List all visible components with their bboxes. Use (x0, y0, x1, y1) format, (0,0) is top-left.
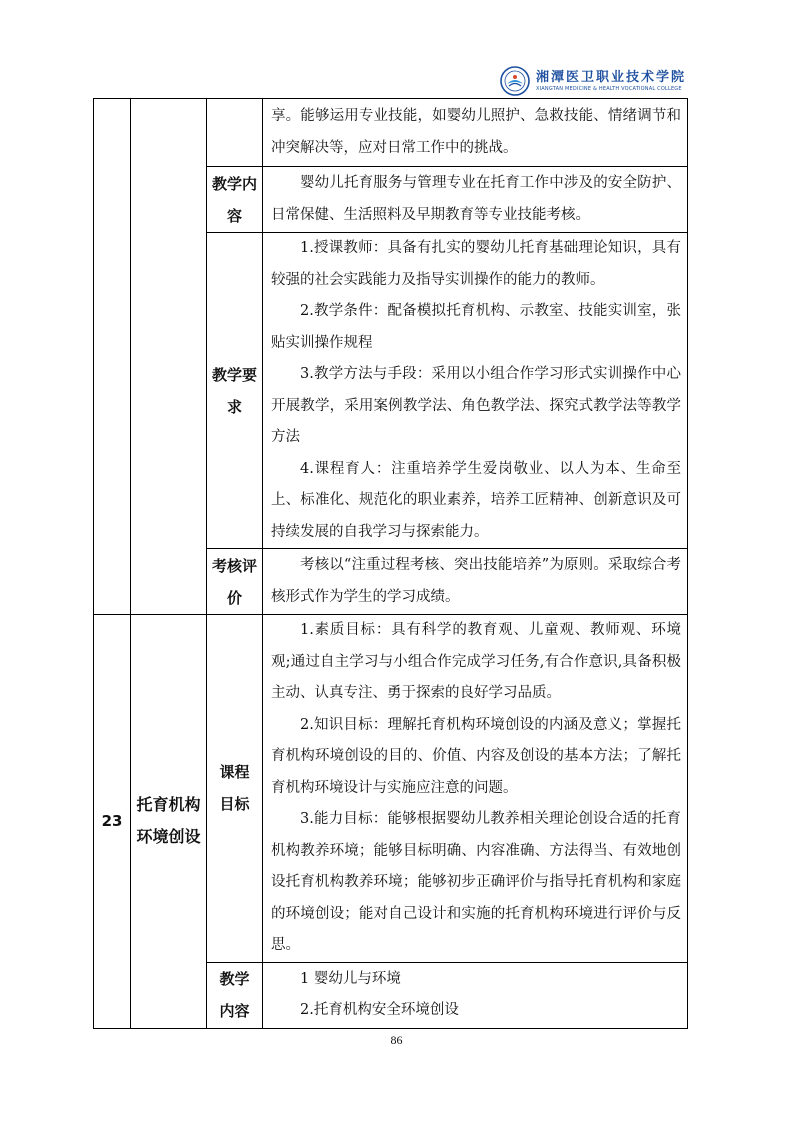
course-name-cell (131, 615, 207, 1029)
content-item: 1 婴幼儿与环境 (300, 970, 401, 987)
continued-text: 享。能够运用专业技能，如婴幼儿照护、急救技能、情绪调节和冲突解决等，应对日常工作中的挑战。 (271, 108, 681, 156)
course-goals-label-text: 课程目标 (219, 763, 250, 814)
teaching-content-label: 教学内容 (207, 167, 263, 233)
page-number: 86 (390, 1033, 403, 1047)
college-seal-icon (500, 66, 530, 96)
course-content-cell (263, 962, 688, 1028)
name-cell-continued (131, 99, 207, 615)
course-name: 托育机构环境创设 (136, 795, 201, 847)
content-item: 2.托育机构安全环境创设 (300, 1002, 459, 1018)
goal-item: 3.能力目标：能够根据婴幼儿教养相关理论创设合适的托育机构教养环境；能够目标明确、内容准确、方法得当、有效地创设托育机构教养环境；能够初步正确评价与指导托育机构和家庭的环境创设；能对自己设计和实施的托育机构环境进行评价与反思。 (271, 811, 681, 953)
course-table (93, 98, 688, 1029)
number-cell-continued (94, 99, 131, 615)
requirement-item: 2.教学条件：配备模拟托育机构、示教室、技能实训室，张贴实训操作规程 (271, 303, 681, 351)
course-number: 23 (94, 615, 131, 1029)
teaching-content-cell (263, 167, 688, 233)
teaching-content-text: 婴幼儿托育服务与管理专业在托育工作中涉及的安全防护、日常保健、生活照料及早期教育等专业技能考核。 (271, 175, 681, 223)
requirement-item: 1.授课教师：具备有扎实的婴幼儿托育基础理论知识，具有较强的社会实践能力及指导实训操作的能力的教师。 (271, 240, 681, 288)
assessment-cell (263, 549, 688, 615)
college-logo (500, 64, 690, 98)
assessment-label: 考核评价 (207, 549, 263, 615)
goal-item: 1.素质目标：具有科学的教育观、儿童观、教师观、环境观;通过自主学习与小组合作完成学习任务,有合作意识,具备积极主动、认真专注、勇于探索的良好学习品质。 (271, 622, 681, 701)
teaching-requirements-cell (263, 233, 688, 549)
requirement-item: 4.课程育人：注重培养学生爱岗敬业、以人为本、生命至上、标准化、规范化的职业素养，培养工匠精神、创新意识及可持续发展的自我学习与探索能力。 (271, 460, 681, 540)
requirement-item: 3.教学方法与手段：采用以小组合作学习形式实训操作中心开展教学，采用案例教学法、角色教学法、探究式教学法等教学方法 (271, 366, 681, 445)
course-goals-cell (263, 615, 688, 963)
table-row (94, 615, 688, 963)
course-content-label-text: 教学内容 (219, 970, 250, 1020)
goal-item: 2.知识目标：理解托育机构环境创设的内涵及意义；掌握托育机构环境创设的目的、价值、内容及创设的基本方法；了解托育机构环境设计与实施应注意的问题。 (271, 716, 681, 796)
teaching-requirements-label: 教学要求 (207, 233, 263, 549)
course-content-label (207, 962, 263, 1028)
table-row (94, 99, 688, 167)
course-goals-label (207, 615, 263, 963)
label-cell-continued (207, 99, 263, 167)
logo-chinese-name: 湘潭医卫职业技术学院 (536, 69, 687, 85)
assessment-text: 考核以“注重过程考核、突出技能培养”为原则。采取综合考核形式作为学生的学习成绩。 (271, 557, 681, 605)
logo-english-name: XIANGTAN MEDICINE & HEALTH VOCATIONAL COLLEGE (536, 85, 682, 92)
continued-text-cell (263, 99, 688, 167)
